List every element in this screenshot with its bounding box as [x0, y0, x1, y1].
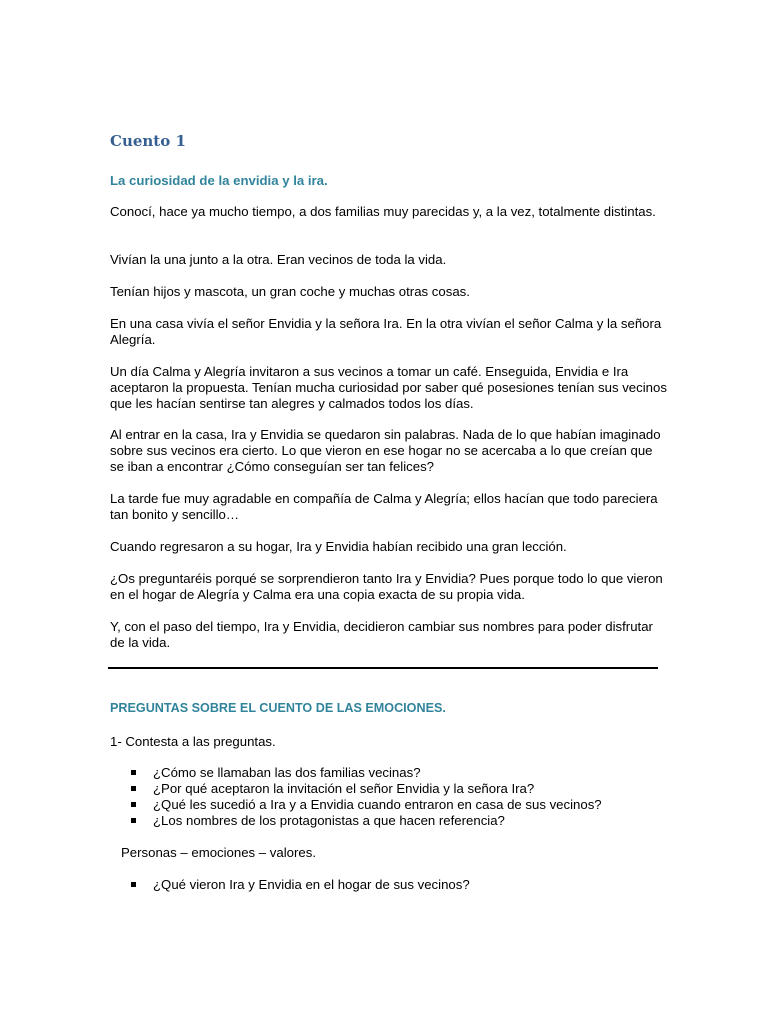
story-paragraph: Tenían hijos y mascota, un gran coche y muchas otras cosas. [110, 284, 470, 299]
story-paragraph: Conocí, hace ya mucho tiempo, a dos familias muy parecidas y, a la vez, totalmente distintas. [110, 204, 656, 219]
question-text: ¿Los nombres de los protagonistas a que hacen referencia? [153, 813, 505, 828]
story-heading: Cuento 1 [110, 132, 186, 150]
list-item [131, 781, 602, 797]
story-paragraph: ¿Os preguntaréis porqué se sorprendieron tanto Ira y Envidia? Pues porque todo lo que vieron en el hogar de Alegría y Calma era una copia exacta de su propia vida. [110, 571, 663, 602]
question-text: ¿Qué vieron Ira y Envidia en el hogar de sus vecinos? [153, 877, 470, 892]
square-bullet-icon [131, 786, 136, 791]
list-item [131, 797, 602, 813]
story-paragraph: Y, con el paso del tiempo, Ira y Envidia, decidieron cambiar sus nombres para poder disfrutar de la vida. [110, 619, 653, 650]
questions-list [131, 765, 602, 829]
square-bullet-icon [131, 818, 136, 823]
list-item [131, 877, 470, 893]
questions-title: PREGUNTAS SOBRE EL CUENTO DE LAS EMOCIONES. [110, 701, 446, 715]
story-paragraph: Al entrar en la casa, Ira y Envidia se quedaron sin palabras. Nada de lo que habían imaginado sobre sus vecinos era cierto. Lo que vieron en ese hogar no se acercaba a lo que creían que se iban a encontrar ¿Cómo conseguían ser tan felices? [110, 427, 661, 474]
story-paragraph: La tarde fue muy agradable en compañía de Calma y Alegría; ellos hacían que todo pareciera tan bonito y sencillo… [110, 491, 658, 522]
questions-list-extra [131, 877, 470, 893]
questions-instruction: 1- Contesta a las preguntas. [110, 734, 276, 749]
list-item [131, 813, 602, 829]
question-text: ¿Por qué aceptaron la invitación el señor Envidia y la señora Ira? [153, 781, 535, 796]
question-text: ¿Qué les sucedió a Ira y a Envidia cuando entraron en casa de sus vecinos? [153, 797, 602, 812]
story-subtitle: La curiosidad de la envidia y la ira. [110, 173, 328, 188]
horizontal-divider [108, 667, 658, 669]
square-bullet-icon [131, 770, 136, 775]
story-paragraph: Un día Calma y Alegría invitaron a sus vecinos a tomar un café. Enseguida, Envidia e Ira aceptaron la propuesta. Tenían mucha curiosidad por saber qué posesiones tenían sus vecinos que les hacían sentirse tan alegres y calmados todos los días. [110, 364, 667, 411]
square-bullet-icon [131, 802, 136, 807]
list-item [131, 765, 602, 781]
question-text: ¿Cómo se llamaban las dos familias vecinas? [153, 765, 421, 780]
story-paragraph: Vivían la una junto a la otra. Eran vecinos de toda la vida. [110, 252, 447, 267]
story-paragraph: En una casa vivía el señor Envidia y la señora Ira. En la otra vivían el señor Calma y la señora Alegría. [110, 316, 662, 347]
emotions-note: Personas – emociones – valores. [121, 845, 316, 860]
square-bullet-icon [131, 882, 136, 887]
story-paragraph: Cuando regresaron a su hogar, Ira y Envidia habían recibido una gran lección. [110, 539, 567, 554]
